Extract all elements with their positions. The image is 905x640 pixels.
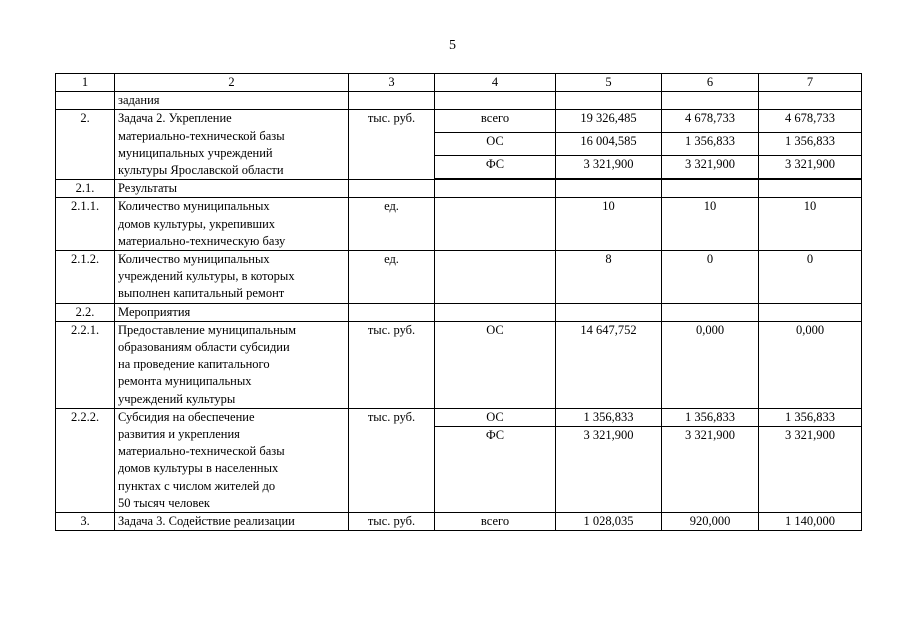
cell-unit: тыс. руб. <box>349 513 435 531</box>
cell-number: 2.2.2. <box>56 408 115 512</box>
cell-value-7: 3 321,900 <box>759 156 862 179</box>
name-line: материально-технической базы <box>118 128 285 143</box>
name-line: 50 тысяч человек <box>118 495 210 510</box>
name-line: Субсидия на обеспечение <box>118 409 255 424</box>
cell-value-7: 0 <box>759 251 862 304</box>
cell-name <box>115 321 349 408</box>
cell-source <box>435 180 556 198</box>
cell-value-5: 19 326,485 <box>556 110 662 133</box>
table-row <box>56 321 862 408</box>
cell-name: Задача 3. Содействие реализации <box>115 513 349 531</box>
cell-value-6 <box>662 92 759 110</box>
cell-number: 2.1.2. <box>56 251 115 304</box>
cell-unit: тыс. руб. <box>349 408 435 512</box>
header-col-4: 4 <box>435 74 556 92</box>
page-number: 5 <box>449 38 456 53</box>
cell-number: 2.2.1. <box>56 321 115 408</box>
cell-value-5 <box>556 303 662 321</box>
cell-source <box>435 92 556 110</box>
header-col-6: 6 <box>662 74 759 92</box>
name-line: материально-технической базы <box>118 444 285 459</box>
cell-value-5: 1 028,035 <box>556 513 662 531</box>
cell-unit: ед. <box>349 251 435 304</box>
cell-value-6 <box>662 180 759 198</box>
cell-name <box>115 408 349 512</box>
cell-source: ОС <box>435 133 556 156</box>
cell-source: ФС <box>435 427 556 513</box>
budget-table <box>55 73 862 531</box>
header-row <box>56 74 862 92</box>
cell-source <box>435 303 556 321</box>
table-row <box>56 303 862 321</box>
cell-value-5: 10 <box>556 198 662 251</box>
name-line: образованиям области субсидии <box>118 340 290 355</box>
cell-value-5: 16 004,585 <box>556 133 662 156</box>
header-col-2: 2 <box>115 74 349 92</box>
cell-number: 2.2. <box>56 303 115 321</box>
name-line: материально-техническую базу <box>118 233 286 248</box>
cell-value-5: 3 321,900 <box>556 427 662 513</box>
name-line: культуры Ярославской области <box>118 163 284 178</box>
cell-value-5: 8 <box>556 251 662 304</box>
cell-source: всего <box>435 110 556 133</box>
name-line: учреждений культуры <box>118 391 236 406</box>
name-line: Предоставление муниципальным <box>118 322 297 337</box>
name-line: муниципальных учреждений <box>118 145 273 160</box>
cell-value-6: 1 356,833 <box>662 408 759 426</box>
cell-unit <box>349 180 435 198</box>
cell-name: задания <box>115 92 349 110</box>
cell-name <box>115 198 349 251</box>
cell-unit <box>349 303 435 321</box>
table-row <box>56 198 862 251</box>
cell-source <box>435 198 556 251</box>
cell-value-6: 920,000 <box>662 513 759 531</box>
name-line: Количество муниципальных <box>118 199 270 214</box>
cell-value-5: 3 321,900 <box>556 156 662 179</box>
name-line: домов культуры в населенных <box>118 461 279 476</box>
cell-value-6: 10 <box>662 198 759 251</box>
cell-name: Мероприятия <box>115 303 349 321</box>
cell-value-7: 3 321,900 <box>759 427 862 513</box>
name-line: пунктах с числом жителей до <box>118 478 276 493</box>
cell-number: 3. <box>56 513 115 531</box>
cell-number <box>56 92 115 110</box>
table-row-task-2 <box>56 110 862 133</box>
cell-number: 2.1.1. <box>56 198 115 251</box>
cell-value-7 <box>759 92 862 110</box>
cell-value-6: 3 321,900 <box>662 156 759 179</box>
cell-value-7: 10 <box>759 198 862 251</box>
cell-value-7 <box>759 303 862 321</box>
name-line: на проведение капитального <box>118 357 270 372</box>
header-col-1: 1 <box>56 74 115 92</box>
cell-value-7: 4 678,733 <box>759 110 862 133</box>
cell-value-7: 1 356,833 <box>759 133 862 156</box>
cell-value-7: 0,000 <box>759 321 862 408</box>
cell-number: 2. <box>56 110 115 180</box>
cell-value-7 <box>759 180 862 198</box>
cell-value-6: 4 678,733 <box>662 110 759 133</box>
cell-name <box>115 251 349 304</box>
header-col-3: 3 <box>349 74 435 92</box>
table-row <box>56 513 862 531</box>
name-line: учреждений культуры, в которых <box>118 269 295 284</box>
cell-value-5 <box>556 180 662 198</box>
name-line: Задача 2. Укрепление <box>118 111 232 126</box>
name-line: домов культуры, укрепивших <box>118 216 276 231</box>
cell-number: 2.1. <box>56 180 115 198</box>
cell-value-7: 1 356,833 <box>759 408 862 426</box>
cell-value-6: 0,000 <box>662 321 759 408</box>
cell-unit: тыс. руб. <box>349 321 435 408</box>
cell-value-5: 1 356,833 <box>556 408 662 426</box>
cell-value-7: 1 140,000 <box>759 513 862 531</box>
cell-source: ФС <box>435 156 556 179</box>
cell-value-6: 3 321,900 <box>662 427 759 513</box>
cell-value-6: 0 <box>662 251 759 304</box>
table-row <box>56 408 862 426</box>
name-line: Количество муниципальных <box>118 252 270 267</box>
table-row <box>56 180 862 198</box>
cell-name <box>115 110 349 180</box>
name-line: ремонта муниципальных <box>118 374 252 389</box>
cell-unit: тыс. руб. <box>349 110 435 180</box>
table-row <box>56 92 862 110</box>
cell-unit <box>349 92 435 110</box>
cell-unit: ед. <box>349 198 435 251</box>
cell-source: всего <box>435 513 556 531</box>
header-col-5: 5 <box>556 74 662 92</box>
cell-name: Результаты <box>115 180 349 198</box>
header-col-7: 7 <box>759 74 862 92</box>
cell-value-6 <box>662 303 759 321</box>
cell-source: ОС <box>435 408 556 426</box>
cell-value-5 <box>556 92 662 110</box>
name-line: развития и укрепления <box>118 427 240 442</box>
name-line: выполнен капитальный ремонт <box>118 286 285 301</box>
cell-value-6: 1 356,833 <box>662 133 759 156</box>
table-row <box>56 251 862 304</box>
cell-source: ОС <box>435 321 556 408</box>
cell-source <box>435 251 556 304</box>
cell-value-5: 14 647,752 <box>556 321 662 408</box>
